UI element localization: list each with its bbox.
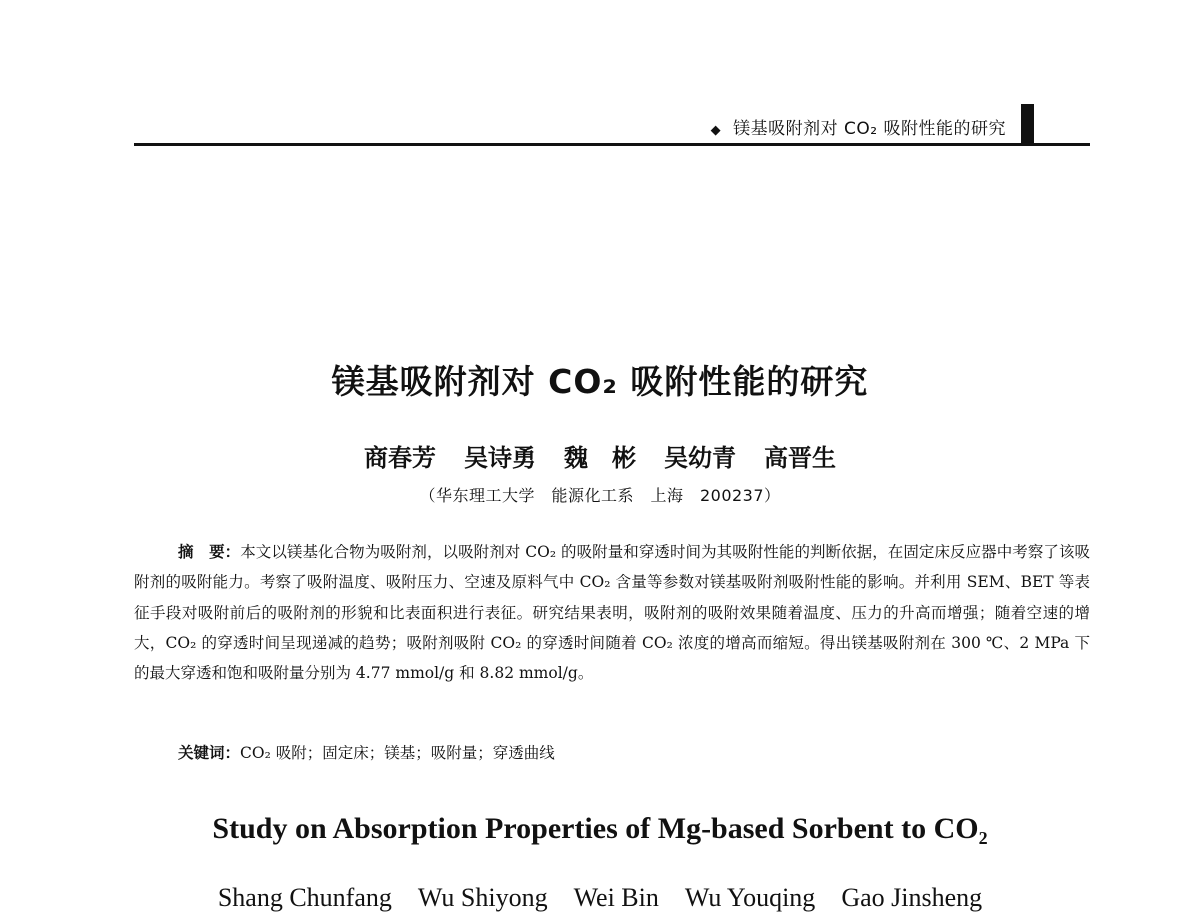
author-cn: 魏 彬	[564, 444, 636, 472]
author-en: Gao Jinsheng	[841, 883, 983, 912]
abstract-cn	[134, 537, 1090, 688]
running-header	[134, 100, 1090, 146]
abstract-text: 本文以镁基化合物为吸附剂，以吸附剂对 CO₂ 的吸附量和穿透时间为其吸附性能的判断依据，在固定床反应器中考察了该吸附剂的吸附能力。考察了吸附温度、吸附压力、空速及原料气中 CO₂ 含量等参数对镁基吸附剂吸附性能的影响。并利用 SEM、BET 等表征手段对吸附前后的吸附剂的形貌和比表面积进行表征。研究结果表明，吸附剂的吸附效果随着温度、压力的升高而增强；随着空速的增大，CO₂ 的穿透时间呈现递减的趋势；吸附剂吸附 CO₂ 的穿透时间随着 CO₂ 浓度的增高而缩短。得出镁基吸附剂在 300 ℃、2 MPa 下的最大穿透和饱和吸附量分别为 4.77 mmol/g 和 8.82 mmol/g。	[134, 543, 1090, 683]
running-header-title	[711, 114, 1006, 139]
author-cn: 商春芳	[364, 444, 436, 472]
keywords-cn	[178, 741, 555, 763]
affiliation-cn: （华东理工大学 能源化工系 上海 200237）	[419, 486, 781, 505]
running-header-text: 镁基吸附剂对 CO₂ 吸附性能的研究	[733, 119, 1006, 139]
author-list-cn	[0, 438, 1200, 473]
author-cn: 高晋生	[764, 444, 836, 472]
author-en: Shang Chunfang	[217, 883, 392, 912]
author-cn: 吴诗勇	[464, 444, 536, 472]
author-en: Wu Shiyong	[417, 883, 548, 912]
keywords-label: 关键词：	[178, 744, 241, 762]
paper-title-cn: 镁基吸附剂对 CO₂ 吸附性能的研究	[331, 362, 869, 401]
keywords-text: CO₂ 吸附；固定床；镁基；吸附量；穿透曲线	[240, 744, 555, 762]
paper-title-en: Study on Absorption Properties of Mg-based Sorbent to CO₂	[212, 812, 988, 845]
author-cn: 吴幼青	[664, 444, 736, 472]
abstract-label: 摘 要：	[178, 543, 241, 561]
author-en: Wei Bin	[573, 883, 659, 912]
author-list-en	[0, 883, 1200, 913]
header-rule	[134, 143, 1090, 146]
diamond-bullet-icon: ◆	[710, 123, 722, 138]
author-en: Wu Youqing	[684, 883, 816, 912]
header-thick-bar	[1021, 104, 1034, 146]
